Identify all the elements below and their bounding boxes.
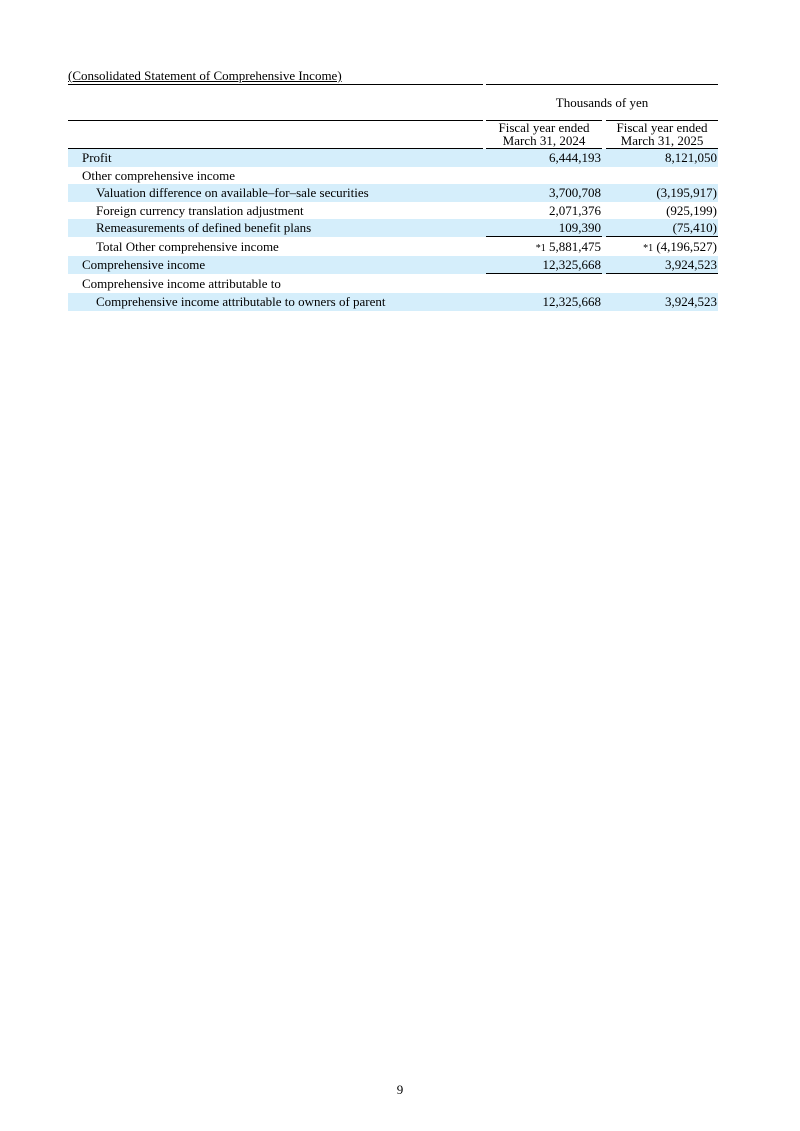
row-label: Profit	[82, 150, 112, 165]
column-header-line: Fiscal year ended	[616, 120, 708, 135]
value-fy2025: (75,410)	[672, 220, 717, 235]
value-fy2024: 109,390	[558, 220, 601, 235]
row-label: Remeasurements of defined benefit plans	[96, 220, 312, 235]
value-fy2024: 12,325,668	[542, 257, 601, 272]
units-label: Thousands of yen	[555, 95, 649, 110]
row-label: Other comprehensive income	[82, 168, 236, 183]
table-row	[68, 219, 718, 237]
value-fy2024	[486, 238, 601, 258]
divider	[486, 84, 718, 85]
value-fy2025: 8,121,050	[665, 150, 717, 165]
subtotal-rule	[606, 236, 718, 237]
value-fy2025	[606, 238, 717, 258]
column-header-line: Fiscal year ended	[498, 120, 590, 135]
total-rule	[486, 273, 602, 274]
table-row	[68, 202, 718, 220]
total-rule	[606, 273, 718, 274]
statement-title: (Consolidated Statement of Comprehensive Income)	[68, 68, 342, 83]
table-row	[68, 184, 718, 202]
row-label: Comprehensive income	[82, 257, 206, 272]
value-fy2025: 3,924,523	[665, 257, 717, 272]
column-header-line: March 31, 2024	[502, 133, 586, 148]
value-text: (4,196,527)	[656, 239, 717, 254]
value-fy2024: 2,071,376	[549, 203, 601, 218]
subtotal-rule	[486, 236, 602, 237]
value-text: 5,881,475	[549, 239, 601, 254]
value-fy2025: (925,199)	[666, 203, 717, 218]
divider	[68, 120, 483, 121]
row-label: Comprehensive income attributable to	[82, 276, 281, 291]
table-row	[68, 149, 718, 167]
table-row	[68, 275, 718, 293]
value-fy2025: 3,924,523	[665, 294, 717, 309]
column-header-line: March 31, 2025	[620, 133, 704, 148]
footnote-marker: *1	[535, 243, 546, 254]
table-row	[68, 238, 718, 256]
page-number: 9	[396, 1082, 404, 1097]
footnote-marker: *1	[643, 243, 654, 254]
table-row	[68, 293, 718, 311]
column-header-fy2025	[606, 121, 718, 147]
value-fy2024: 3,700,708	[549, 185, 601, 200]
table-row	[68, 256, 718, 274]
row-label: Valuation difference on available–for–sale securities	[96, 185, 369, 200]
row-label: Foreign currency translation adjustment	[96, 203, 304, 218]
column-header-fy2024	[486, 121, 602, 147]
value-fy2024: 12,325,668	[542, 294, 601, 309]
row-label: Comprehensive income attributable to owners of parent	[96, 294, 386, 309]
value-fy2025: (3,195,917)	[656, 185, 717, 200]
table-row	[68, 167, 718, 185]
value-fy2024: 6,444,193	[549, 150, 601, 165]
row-label: Total Other comprehensive income	[96, 239, 279, 254]
divider	[68, 84, 483, 85]
